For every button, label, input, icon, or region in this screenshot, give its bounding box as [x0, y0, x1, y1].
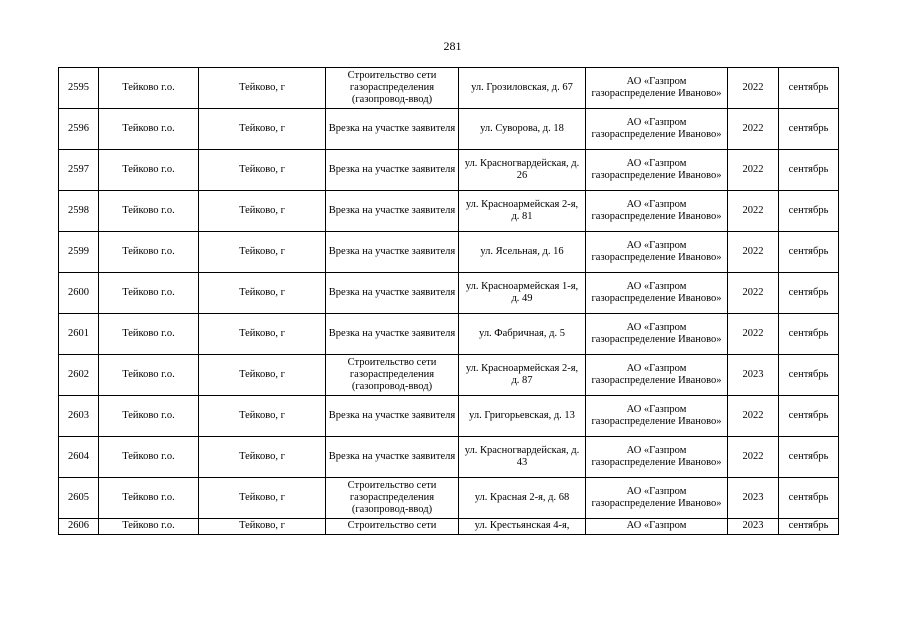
work-type-cell: Строительство сети — [326, 519, 459, 535]
organization-cell: АО «Газпром газораспределение Иваново» — [586, 109, 728, 150]
organization-cell: АО «Газпром газораспределение Иваново» — [586, 478, 728, 519]
row-number-cell: 2599 — [59, 232, 99, 273]
address-cell: ул. Красноармейская 2-я, д. 81 — [459, 191, 586, 232]
municipality-cell: Тейково г.о. — [99, 232, 199, 273]
address-cell: ул. Красная 2-я, д. 68 — [459, 478, 586, 519]
municipality-cell: Тейково г.о. — [99, 109, 199, 150]
address-cell: ул. Красногвардейская, д. 43 — [459, 437, 586, 478]
address-cell: ул. Григорьевская, д. 13 — [459, 396, 586, 437]
year-cell: 2022 — [728, 396, 779, 437]
work-type-cell: Врезка на участке заявителя — [326, 314, 459, 355]
address-cell: ул. Суворова, д. 18 — [459, 109, 586, 150]
municipality-cell: Тейково г.о. — [99, 519, 199, 535]
page-number: 281 — [443, 39, 462, 53]
work-type-cell: Врезка на участке заявителя — [326, 232, 459, 273]
work-type-cell: Врезка на участке заявителя — [326, 437, 459, 478]
year-cell: 2022 — [728, 68, 779, 109]
table-row — [59, 191, 839, 232]
organization-cell: АО «Газпром газораспределение Иваново» — [586, 355, 728, 396]
row-number-cell: 2598 — [59, 191, 99, 232]
year-cell: 2023 — [728, 519, 779, 535]
month-cell: сентябрь — [779, 232, 839, 273]
month-cell: сентябрь — [779, 68, 839, 109]
month-cell: сентябрь — [779, 314, 839, 355]
address-cell: ул. Фабричная, д. 5 — [459, 314, 586, 355]
organization-cell: АО «Газпром газораспределение Иваново» — [586, 437, 728, 478]
year-cell: 2022 — [728, 150, 779, 191]
year-cell: 2023 — [728, 355, 779, 396]
year-cell: 2022 — [728, 109, 779, 150]
month-cell: сентябрь — [779, 437, 839, 478]
settlement-cell: Тейково, г — [199, 355, 326, 396]
organization-cell: АО «Газпром — [586, 519, 728, 535]
table-row — [59, 232, 839, 273]
year-cell: 2022 — [728, 273, 779, 314]
work-type-cell: Врезка на участке заявителя — [326, 273, 459, 314]
settlement-cell: Тейково, г — [199, 232, 326, 273]
year-cell: 2022 — [728, 437, 779, 478]
row-number-cell: 2596 — [59, 109, 99, 150]
work-type-cell: Врезка на участке заявителя — [326, 109, 459, 150]
table-row — [59, 437, 839, 478]
address-cell: ул. Красноармейская 2-я, д. 87 — [459, 355, 586, 396]
month-cell: сентябрь — [779, 109, 839, 150]
work-type-cell: Строительство сети газораспределения (газопровод-ввод) — [326, 355, 459, 396]
month-cell: сентябрь — [779, 355, 839, 396]
row-number-cell: 2597 — [59, 150, 99, 191]
table-row — [59, 519, 839, 535]
year-cell: 2022 — [728, 314, 779, 355]
settlement-cell: Тейково, г — [199, 109, 326, 150]
address-cell: ул. Красногвардейская, д. 26 — [459, 150, 586, 191]
row-number-cell: 2603 — [59, 396, 99, 437]
address-cell: ул. Крестьянская 4-я, — [459, 519, 586, 535]
organization-cell: АО «Газпром газораспределение Иваново» — [586, 68, 728, 109]
municipality-cell: Тейково г.о. — [99, 437, 199, 478]
address-cell: ул. Красноармейская 1-я, д. 49 — [459, 273, 586, 314]
table-row — [59, 150, 839, 191]
work-type-cell: Врезка на участке заявителя — [326, 150, 459, 191]
table-row — [59, 68, 839, 109]
settlement-cell: Тейково, г — [199, 519, 326, 535]
settlement-cell: Тейково, г — [199, 68, 326, 109]
month-cell: сентябрь — [779, 396, 839, 437]
work-type-cell: Врезка на участке заявителя — [326, 396, 459, 437]
organization-cell: АО «Газпром газораспределение Иваново» — [586, 314, 728, 355]
year-cell: 2022 — [728, 191, 779, 232]
row-number-cell: 2595 — [59, 68, 99, 109]
month-cell: сентябрь — [779, 150, 839, 191]
organization-cell: АО «Газпром газораспределение Иваново» — [586, 273, 728, 314]
gas-connection-register-table — [58, 67, 839, 535]
row-number-cell: 2604 — [59, 437, 99, 478]
table-row — [59, 314, 839, 355]
table-row — [59, 273, 839, 314]
municipality-cell: Тейково г.о. — [99, 314, 199, 355]
row-number-cell: 2605 — [59, 478, 99, 519]
work-type-cell: Строительство сети газораспределения (газопровод-ввод) — [326, 478, 459, 519]
register-body — [59, 68, 839, 535]
organization-cell: АО «Газпром газораспределение Иваново» — [586, 232, 728, 273]
row-number-cell: 2602 — [59, 355, 99, 396]
month-cell: сентябрь — [779, 519, 839, 535]
month-cell: сентябрь — [779, 191, 839, 232]
year-cell: 2022 — [728, 232, 779, 273]
table-row — [59, 478, 839, 519]
organization-cell: АО «Газпром газораспределение Иваново» — [586, 396, 728, 437]
settlement-cell: Тейково, г — [199, 478, 326, 519]
municipality-cell: Тейково г.о. — [99, 396, 199, 437]
organization-cell: АО «Газпром газораспределение Иваново» — [586, 191, 728, 232]
settlement-cell: Тейково, г — [199, 437, 326, 478]
row-number-cell: 2601 — [59, 314, 99, 355]
settlement-cell: Тейково, г — [199, 191, 326, 232]
work-type-cell: Врезка на участке заявителя — [326, 191, 459, 232]
settlement-cell: Тейково, г — [199, 396, 326, 437]
row-number-cell: 2600 — [59, 273, 99, 314]
table-row — [59, 355, 839, 396]
work-type-cell: Строительство сети газораспределения (газопровод-ввод) — [326, 68, 459, 109]
address-cell: ул. Ясельная, д. 16 — [459, 232, 586, 273]
year-cell: 2023 — [728, 478, 779, 519]
month-cell: сентябрь — [779, 478, 839, 519]
month-cell: сентябрь — [779, 273, 839, 314]
settlement-cell: Тейково, г — [199, 150, 326, 191]
table-row — [59, 396, 839, 437]
organization-cell: АО «Газпром газораспределение Иваново» — [586, 150, 728, 191]
settlement-cell: Тейково, г — [199, 273, 326, 314]
row-number-cell: 2606 — [59, 519, 99, 535]
municipality-cell: Тейково г.о. — [99, 191, 199, 232]
municipality-cell: Тейково г.о. — [99, 68, 199, 109]
address-cell: ул. Грозиловская, д. 67 — [459, 68, 586, 109]
municipality-cell: Тейково г.о. — [99, 478, 199, 519]
municipality-cell: Тейково г.о. — [99, 355, 199, 396]
municipality-cell: Тейково г.о. — [99, 150, 199, 191]
settlement-cell: Тейково, г — [199, 314, 326, 355]
table-row — [59, 109, 839, 150]
municipality-cell: Тейково г.о. — [99, 273, 199, 314]
